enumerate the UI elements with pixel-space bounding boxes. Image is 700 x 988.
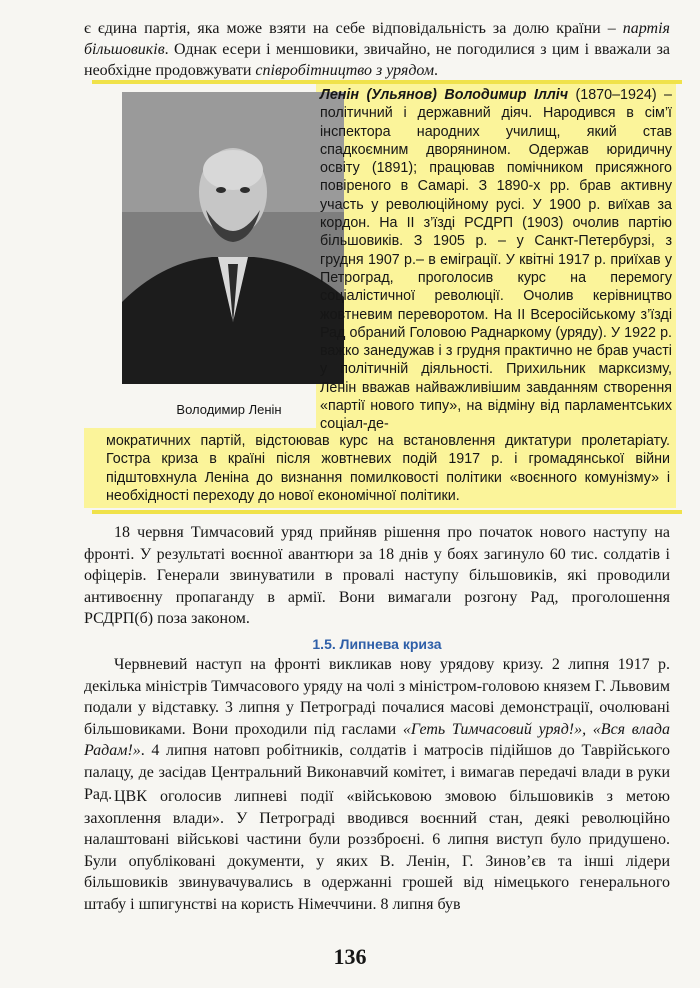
intro-paragraph bbox=[84, 18, 670, 81]
portrait-illustration bbox=[122, 92, 344, 384]
paragraph-text: Червневий наступ на фронті викликав нову урядову кризу. 2 липня 1917 р. декілька міністрів Тимчасового уряду на чолі з міністром-головою князем Г. Львовим подали у відставку. 3 липня у Петрограді почалися масові демонстрації, очолювані більшовиками. Вони проходили під гаслами bbox=[84, 656, 670, 738]
paragraph-july-crisis bbox=[84, 654, 670, 805]
biography-name: Ленін (Ульянов) Володимир Ілліч bbox=[320, 87, 569, 103]
intro-text: є єдина партія, яка може взяти на себе відповідальність за долю країни – bbox=[84, 20, 623, 37]
biography-text-continued: мократичних партій, відстоював курс на встановлення диктатури пролетаріату. Гостра криза в країні після жовтневих подій 1917 р. і громадянської війни підштовхнула Леніна до визнання помилковості політики «воєнного комунізму» і необхідності переходу до нової економічної політики. bbox=[106, 433, 670, 504]
biography-text-part: (1870–1924) – політичний і державний діяч. Народився в сім’ї інспектора народних училищ, який став спадкоємним дворянином. Одержав юридичну освіту (1891); працював помічником присяжного повіреного в Самарі. З 1890-х рр. брав активну участь у революційному русі. У 1900 р. виїхав за кордон. На II з’їзді РСДРП (1903) очолив партію більшовиків. З 1905 р. – у Санкт-Петербурзі, з грудня 1907 р.– в еміграції. У квітні 1917 р. приїхав у Петроград, проголосив курс на перемогу соціалістичної революції. Очолив керівництво жовтневим переворотом. На II Всеросійському з’їзді Рад обраний Головою Раднаркому (уряду). У 1922 р. важко занедужав і з грудня практично не брав участі у політичній діяльності. Прихильник марксизму, Ленін вважав найважливішим завданням створення «партії нового типу», на відміну від парламентських соціал-де- bbox=[320, 87, 673, 433]
biography-text bbox=[320, 86, 672, 434]
paragraph-offensive: 18 червня Тимчасовий уряд прийняв рішення про початок нового наступу на фронті. У результаті воєнної авантюри за 18 днів у боях загинуло 60 тис. солдатів і офіцерів. Генерали звинуватили в провалі наступу більшовиків, які проводили антивоєнну пропаганду в армії. Вони вимагали розгону Рад, проголошення РСДРП(б) поза законом. bbox=[84, 524, 670, 628]
intro-emphasis: співробітництво з урядом bbox=[255, 62, 435, 79]
biography-box bbox=[84, 84, 673, 504]
paragraph-text: . 4 липня натовп робітників, солдатів і матросів підійшов до Таврійського палацу, де засідав Центральний Виконавчий комітет, і вимагав передачі влади в руки Рад. bbox=[84, 742, 670, 803]
portrait-photo bbox=[122, 92, 344, 384]
intro-text: . bbox=[434, 62, 439, 79]
photo-caption: Володимир Ленін bbox=[176, 402, 282, 417]
intro-emphasis: партія більшовиків bbox=[84, 20, 670, 58]
bottom-rule bbox=[92, 510, 682, 514]
page-number: 136 bbox=[333, 944, 367, 969]
intro-text: . Однак есери і меншовики, звичайно, не погодилися з цим і вважали за необхідне продовжувати bbox=[84, 41, 670, 79]
slogans: «Геть Тимчасовий уряд!», «Вся влада Радам!» bbox=[84, 720, 671, 760]
paragraph-cec: ЦВК оголосив липневі події «військовою змовою більшовиків з метою захоплення влади». У Петрограді вводився воєнний стан, деякі революційно налаштовані військові частини були роззброєні. 6 липня виступ було придушено. Були опубліковані документи, у яких В. Ленін, Г. Зинов’єв та інші лідери більшовиків звинувачувались в одержанні грошей від німецького генерального штабу і шпигунстві на користь Німеччини. 8 липня був bbox=[84, 788, 670, 913]
section-heading: 1.5. Липнева криза bbox=[312, 636, 442, 652]
